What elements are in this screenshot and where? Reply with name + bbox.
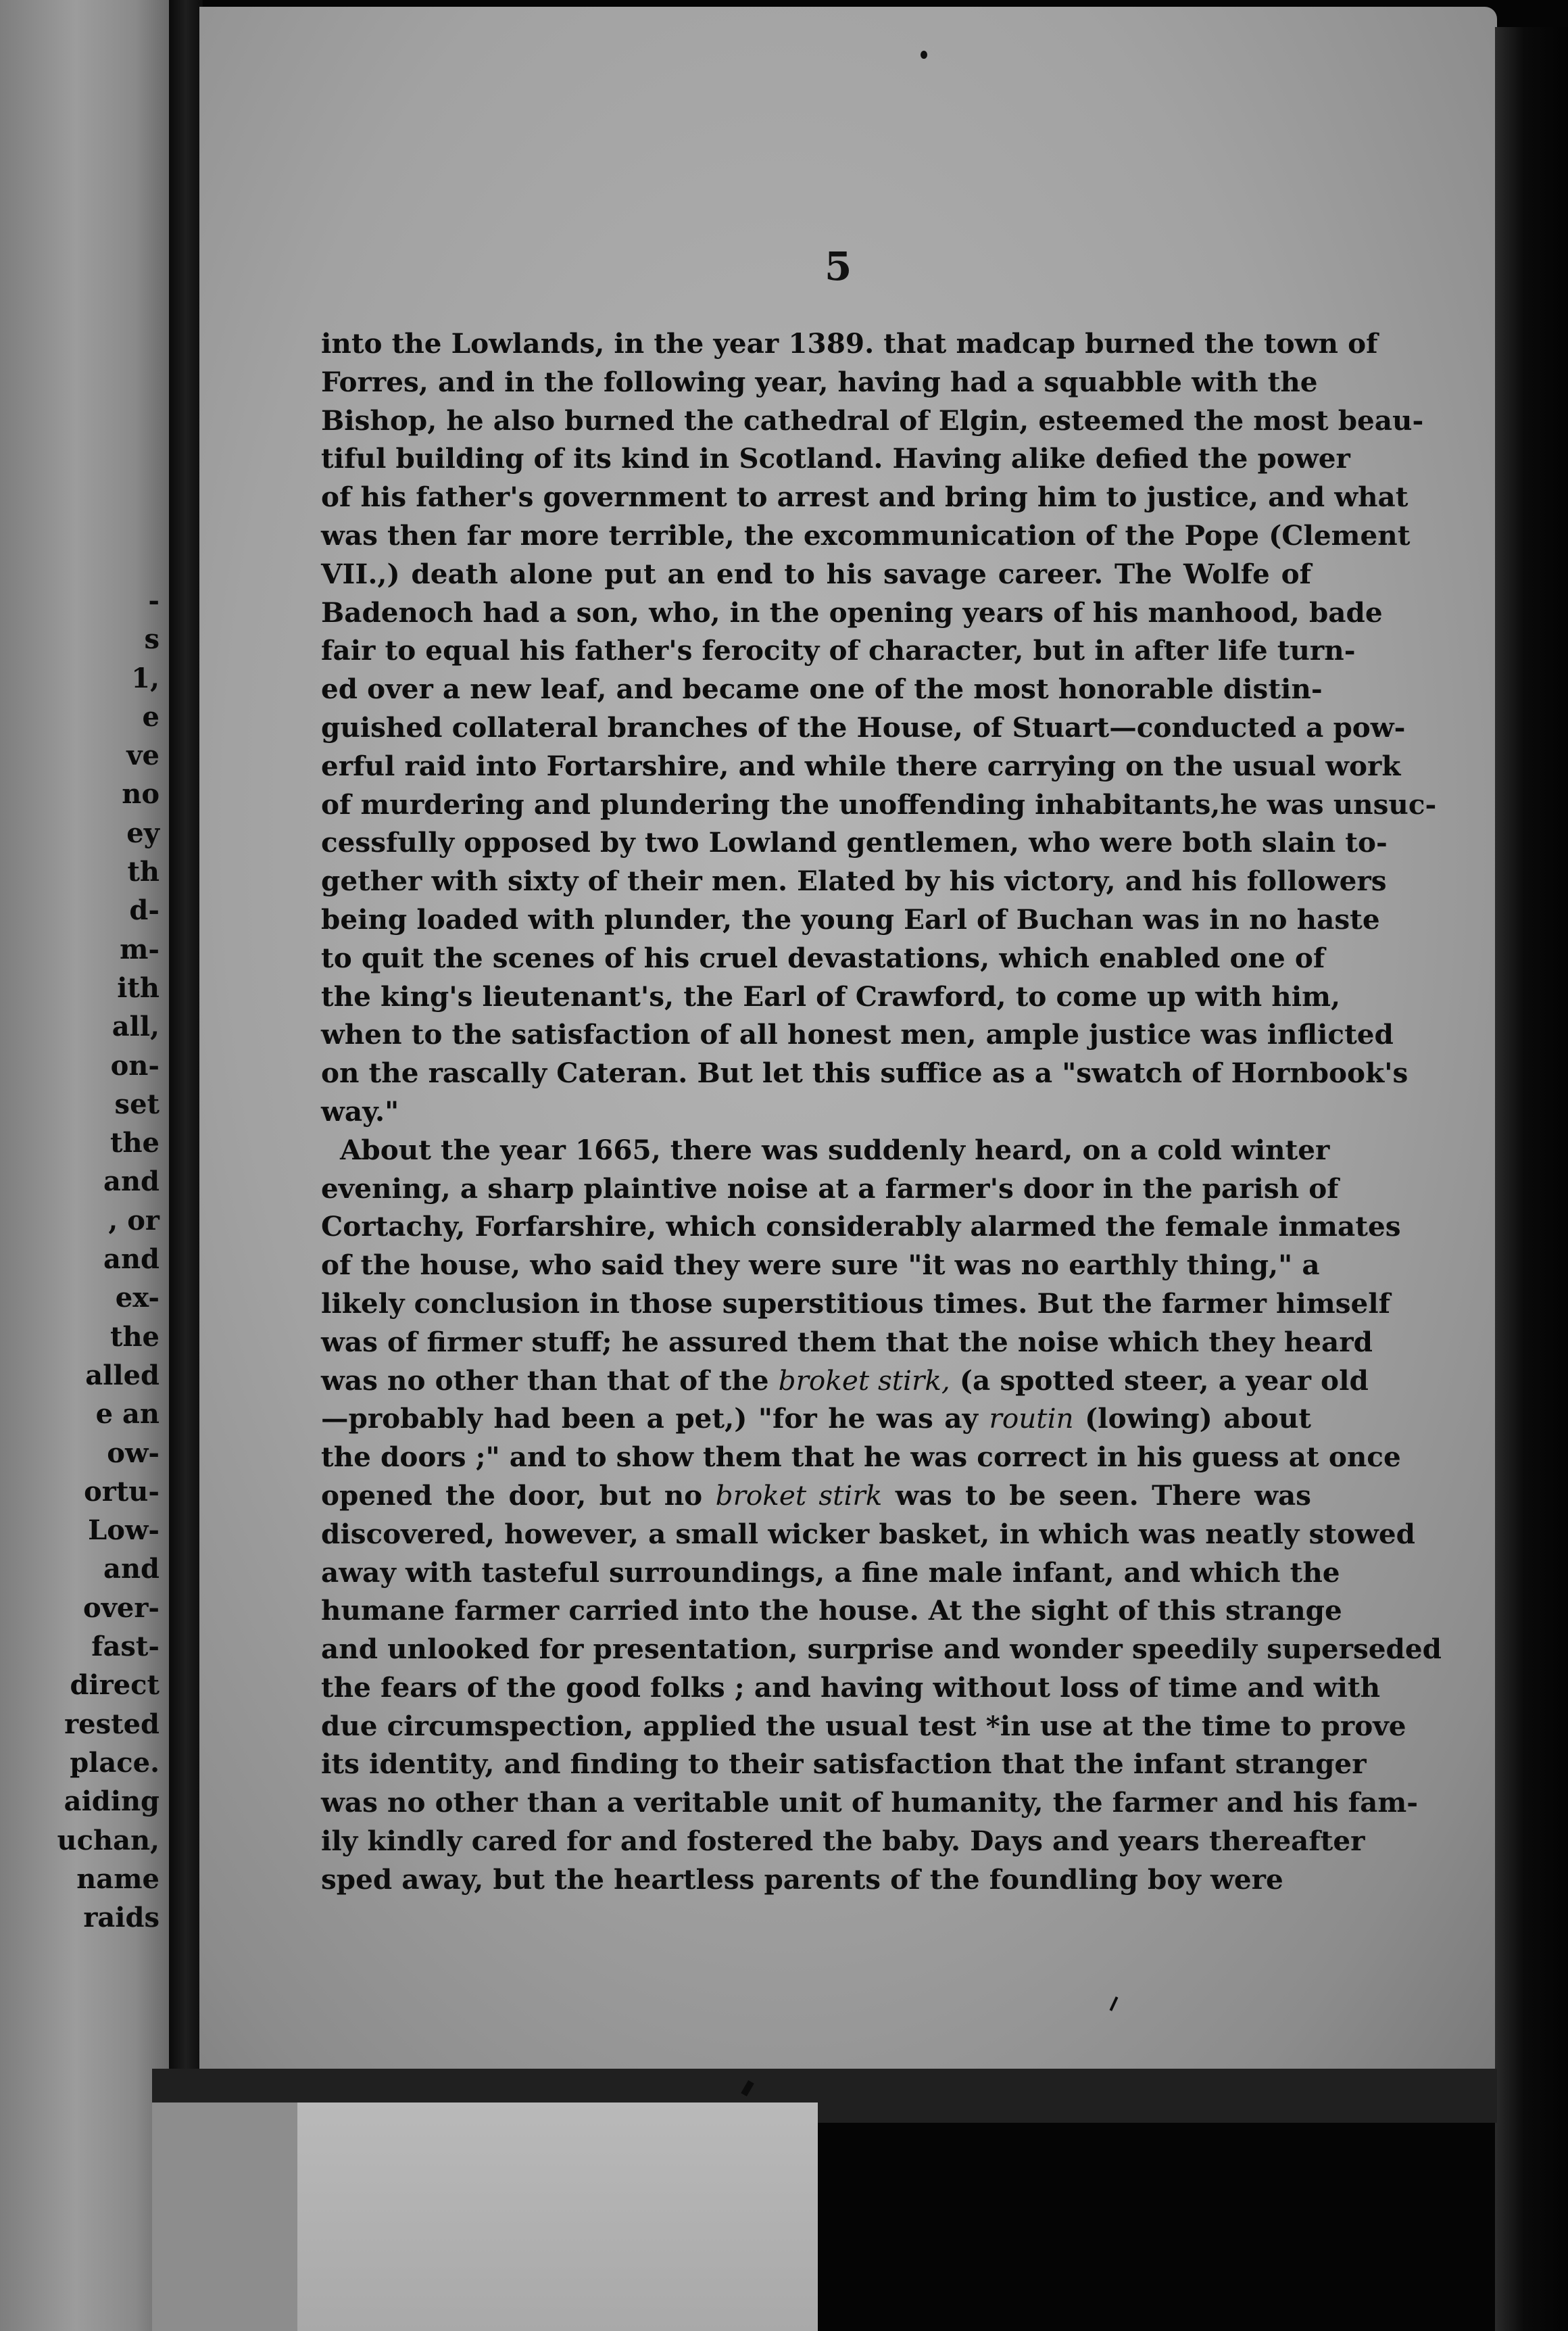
italic-term: broket stirk, — [778, 1364, 950, 1397]
page-number: 5 — [825, 243, 852, 289]
paragraph-2 — [321, 1131, 1442, 1899]
text-line: of murdering and plundering the unoffending inhabitants,he was unsuc- — [321, 788, 1437, 821]
fragment-line: Low- — [88, 1514, 160, 1547]
text-line: ed over a new leaf, and became one of the most honorable distin- — [321, 673, 1323, 706]
text-line: of his father's government to arrest and bring him to justice, and what — [321, 481, 1408, 514]
fragment-line: set — [114, 1088, 160, 1120]
fragment-line: ve — [126, 740, 160, 772]
text-line: Cortachy, Forfarshire, which considerably alarmed the female inmates — [321, 1210, 1401, 1243]
text-line: when to the satisfaction of all honest men, ample justice was inflicted — [321, 1018, 1394, 1051]
text-line: was then far more terrible, the excommunication of the Pope (Clement — [321, 519, 1411, 552]
fragment-line: the — [109, 1320, 160, 1353]
fragment-line: ortu- — [84, 1475, 160, 1508]
text-line: sped away, but the heartless parents of the foundling boy were — [321, 1863, 1283, 1896]
fragment-line: aiding — [64, 1785, 160, 1818]
text-line: likely conclusion in those superstitious times. But the farmer himself — [321, 1287, 1391, 1320]
text-line: ily kindly cared for and fostered the baby. Days and years thereafter — [321, 1825, 1365, 1858]
fragment-line: all, — [112, 1011, 160, 1043]
fragment-line: e — [142, 700, 160, 733]
text-line: humane farmer carried into the house. At the sight of this strange — [321, 1594, 1342, 1627]
text-line: to quit the scenes of his cruel devastations, which enabled one of — [321, 941, 1325, 974]
fragment-line: uchan, — [57, 1824, 160, 1856]
text-segment: —probably had been a pet,) "for he was ay — [321, 1402, 989, 1435]
text-segment: was to be seen. There was — [882, 1479, 1311, 1512]
text-line: Bishop, he also burned the cathedral of Elgin, esteemed the most beau- — [321, 404, 1424, 437]
fragment-line: the — [109, 1127, 160, 1159]
page-body-text — [321, 325, 1442, 1899]
text-line: the fears of the good folks ; and having without loss of time and with — [321, 1671, 1381, 1704]
fragment-line: direct — [70, 1669, 160, 1702]
text-segment: opened the door, but no — [321, 1479, 716, 1512]
text-line: About the year 1665, there was suddenly heard, on a cold winter — [340, 1133, 1330, 1166]
fragment-line: d- — [129, 894, 160, 927]
text-line: gether with sixty of their men. Elated by his victory, and his followers — [321, 865, 1387, 898]
text-line: guished collateral branches of the House, of Stuart—conducted a pow- — [321, 711, 1406, 744]
fragment-line: on- — [110, 1049, 160, 1082]
italic-term: broket stirk — [715, 1479, 883, 1512]
fragment-line: alled — [85, 1359, 160, 1391]
fragment-line: raids — [83, 1902, 160, 1934]
text-line — [321, 1476, 1311, 1515]
text-line: erful raid into Fortarshire, and while there carrying on the usual work — [321, 749, 1401, 782]
fragment-line: ith — [117, 971, 160, 1004]
text-segment: (a spotted steer, a year old — [950, 1364, 1369, 1397]
text-line: way." — [321, 1095, 399, 1128]
text-segment: was no other than that of the — [321, 1364, 779, 1397]
text-line: discovered, however, a small wicker basket, in which was neatly stowed — [321, 1517, 1415, 1550]
page-edge-shadow — [1495, 27, 1568, 2331]
text-line: the doors ;" and to show them that he was correct in his guess at once — [321, 1441, 1401, 1474]
fragment-line: - — [148, 585, 160, 617]
fragment-line: s — [144, 623, 160, 656]
book-gutter — [169, 0, 203, 2331]
text-line: Forres, and in the following year, having had a squabble with the — [321, 365, 1318, 398]
text-line: fair to equal his father's ferocity of character, but in after life turn- — [321, 634, 1356, 667]
text-line: VII.,) death alone put an end to his savage career. The Wolfe of — [321, 557, 1311, 590]
fragment-line: ex- — [115, 1282, 160, 1314]
previous-page — [0, 0, 169, 2331]
fragment-line: and — [103, 1553, 160, 1585]
text-line — [321, 1399, 1311, 1438]
fragment-line: over- — [82, 1591, 160, 1624]
previous-page-text-fragments — [0, 581, 160, 1937]
text-line: away with tasteful surroundings, a fine male infant, and which the — [321, 1556, 1340, 1589]
text-line: Badenoch had a son, who, in the opening years of his manhood, bade — [321, 596, 1383, 629]
underlying-sheet — [297, 2102, 818, 2331]
ink-dot — [921, 51, 927, 59]
italic-term: routin — [989, 1402, 1074, 1435]
fragment-line: and — [103, 1243, 160, 1276]
text-line: due circumspection, applied the usual test *in use at the time to prove — [321, 1709, 1406, 1742]
text-segment: (lowing) about — [1073, 1402, 1311, 1435]
text-line: the king's lieutenant's, the Earl of Crawford, to come up with him, — [321, 980, 1341, 1013]
fragment-line: th — [127, 856, 160, 888]
text-line: on the rascally Cateran. But let this suffice as a "swatch of Hornbook's — [321, 1057, 1408, 1090]
fragment-line: no — [122, 778, 160, 811]
text-line: and unlooked for presentation, surprise and wonder speedily superseded — [321, 1633, 1442, 1666]
fragment-line: rested — [64, 1708, 160, 1740]
text-line: was no other than a veritable unit of humanity, the farmer and his fam- — [321, 1786, 1419, 1819]
text-line: tiful building of its kind in Scotland. Having alike defied the power — [321, 442, 1350, 475]
fragment-line: and — [103, 1166, 160, 1198]
fragment-line: ow- — [107, 1437, 160, 1469]
fragment-line: e an — [95, 1398, 160, 1431]
text-line: cessfully opposed by two Lowland gentlemen, who were both slain to- — [321, 826, 1388, 859]
text-line: evening, a sharp plaintive noise at a farmer's door in the parish of — [321, 1172, 1339, 1205]
fragment-line: name — [76, 1863, 160, 1895]
text-line: into the Lowlands, in the year 1389. that madcap burned the town of — [321, 327, 1378, 360]
text-line: was of firmer stuff; he assured them that the noise which they heard — [321, 1325, 1373, 1358]
fragment-line: ey — [126, 817, 160, 849]
fragment-line: 1, — [131, 662, 160, 694]
underlying-sheet-left — [152, 2102, 297, 2331]
fragment-line: place. — [70, 1746, 160, 1779]
fragment-line: fast- — [91, 1631, 160, 1663]
paragraph-1 — [321, 325, 1437, 1131]
text-line: of the house, who said they were sure "it was no earthly thing," a — [321, 1249, 1320, 1282]
text-line — [321, 1362, 1369, 1400]
text-line: its identity, and finding to their satisfaction that the infant stranger — [321, 1748, 1367, 1781]
fragment-line: m- — [120, 933, 160, 965]
text-line: being loaded with plunder, the young Earl of Buchan was in no haste — [321, 903, 1380, 936]
fragment-line: , or — [108, 1204, 160, 1236]
